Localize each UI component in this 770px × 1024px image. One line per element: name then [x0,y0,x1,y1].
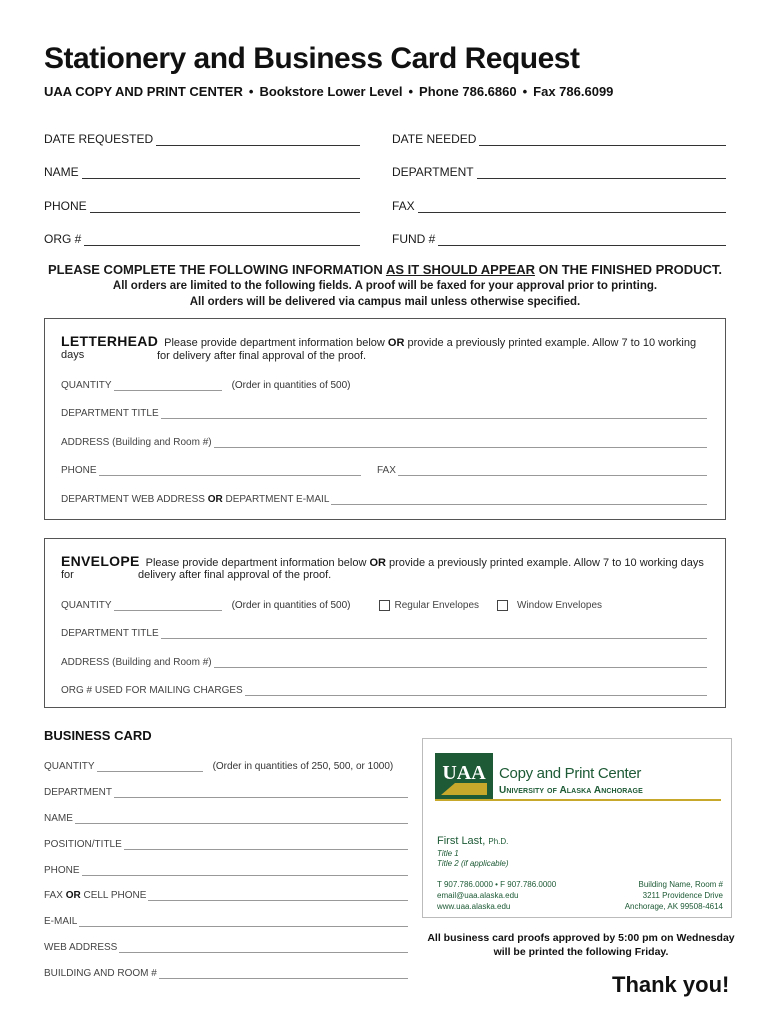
fax-input[interactable] [418,200,726,213]
address-label: ADDRESS (Building and Room #) [61,437,212,448]
card-address-line: Anchorage, AK 99508-4614 [624,902,723,911]
envelope-heading: ENVELOPE [61,553,140,569]
card-email: email@uaa.alaska.edu [437,891,519,900]
quantity-label: QUANTITY [61,380,112,391]
gold-rule [435,799,721,801]
bc-email-input[interactable] [79,916,408,927]
letterhead-address-input[interactable] [214,437,707,448]
phone-label: PHONE [44,199,87,213]
letterhead-dept-title-input[interactable] [161,408,707,419]
bc-position-row [44,834,408,850]
envelope-dept-title-input[interactable] [161,628,707,639]
envelope-address-row [61,652,707,668]
org-mailing-label: ORG # USED FOR MAILING CHARGES [61,685,243,696]
envelope-desc-line2: delivery after final approval of the proof. [138,569,332,581]
separator-dot: • [408,84,414,99]
fund-input[interactable] [438,233,726,246]
fax-field [392,193,726,213]
card-title-2: Title 2 (if applicable) [437,859,509,868]
bc-web-row [44,937,408,953]
card-phone-fax: T 907.786.0000 • F 907.786.0000 [437,880,557,889]
approval-note-line2: will be printed the following Friday. [493,946,669,958]
notice-text: ON THE FINISHED PRODUCT. [534,262,723,277]
letterhead-desc-line2: for delivery after final approval of the proof. [157,350,367,362]
envelope-section [44,538,726,708]
or-text: OR [65,890,81,901]
letterhead-phone-row [61,460,361,476]
request-row-org [44,226,726,246]
notice-delivery: All orders will be delivered via campus mail unless otherwise specified. [189,296,581,308]
university-name: University of Alaska Anchorage [499,785,643,796]
letterhead-fax-input[interactable] [398,465,707,476]
date-requested-field [44,126,360,146]
bc-quantity-input[interactable] [97,761,203,772]
request-row-name [44,159,726,179]
fund-label: FUND # [392,232,436,246]
or-text: OR [207,494,223,505]
web-label-text: DEPARTMENT E-MAIL [222,494,330,505]
approval-note-line1: All business card proofs approved by 5:00 pm on Wednesday [427,932,735,944]
name-label: NAME [44,165,79,179]
web-label: WEB ADDRESS [44,942,118,953]
location: Bookstore Lower Level [259,84,403,99]
envelope-desc: Please provide department information below [145,557,370,569]
web-label [61,494,329,505]
envelope-desc: provide a previously printed example. Allow 7 to 10 working days for [61,557,704,581]
window-envelopes-checkbox[interactable] [497,600,602,611]
building-label: BUILDING AND ROOM # [44,968,157,979]
letterhead-quantity-input[interactable] [114,380,222,391]
bc-quantity-row [44,756,404,772]
date-needed-label: DATE NEEDED [392,132,477,146]
fax-label-text: FAX [44,890,66,901]
regular-envelopes-checkbox[interactable] [379,600,480,611]
department-label: DEPARTMENT [44,787,112,798]
date-requested-input[interactable] [156,133,360,146]
bc-phone-row [44,860,408,876]
card-title-1: Title 1 [437,849,459,858]
quantity-note: (Order in quantities of 500) [231,380,351,391]
logo-text: UAA [442,762,486,784]
checkbox-box[interactable] [497,600,508,611]
date-needed-field [392,126,726,146]
email-label: E-MAIL [44,916,78,927]
card-contact [437,879,556,912]
brand-name: Copy and Print Center [499,765,642,782]
uaa-logo-icon [435,753,493,799]
envelope-dept-title-row [61,623,707,639]
envelope-address-input[interactable] [214,657,707,668]
position-label: POSITION/TITLE [44,839,122,850]
card-address-line: 3211 Providence Drive [642,891,723,900]
name-field [44,159,360,179]
notice-emphasis: AS IT SHOULD APPEAR [385,262,535,277]
quantity-label: QUANTITY [61,600,112,611]
letterhead-web-input[interactable] [331,494,707,505]
name-label: NAME [44,813,73,824]
phone-label: PHONE [61,465,97,476]
quantity-label: QUANTITY [44,761,95,772]
date-requested-label: DATE REQUESTED [44,132,154,146]
bc-building-input[interactable] [159,968,408,979]
card-degree: Ph.D. [488,837,509,846]
bc-web-input[interactable] [119,942,408,953]
request-row-dates [44,126,726,146]
bc-department-row [44,782,408,798]
card-address [625,879,723,912]
or-text: OR [387,337,405,349]
phone-number: Phone 786.6860 [419,84,517,99]
letterhead-section [44,318,726,520]
card-web: www.uaa.alaska.edu [437,902,511,911]
request-row-phone [44,193,726,213]
quantity-note: (Order in quantities of 250, 500, or 1000) [212,761,394,772]
form-subtitle [44,84,613,99]
bc-building-row [44,963,408,979]
bc-fax-input[interactable] [148,890,408,901]
envelope-org-input[interactable] [245,685,707,696]
card-address-line: Building Name, Room # [638,880,723,889]
business-card-heading: BUSINESS CARD [44,728,152,743]
org-input[interactable] [84,233,360,246]
form-title: Stationery and Business Card Request [44,42,580,75]
notice-text: PLEASE COMPLETE THE FOLLOWING INFORMATION [47,262,386,277]
sample-business-card [422,738,732,918]
separator-dot: • [522,84,528,99]
letterhead-heading: LETTERHEAD [61,333,159,349]
or-text: OR [369,557,386,569]
envelope-quantity-input[interactable] [114,600,222,611]
letterhead-address-row [61,432,707,448]
checkbox-box[interactable] [379,600,390,611]
org-label: ORG # [44,232,82,246]
card-name-text: First Last, [437,835,486,847]
fax-cell-label [44,890,146,901]
dept-title-label: DEPARTMENT TITLE [61,408,159,419]
fax-label-text: CELL PHONE [80,890,147,901]
web-label-text: DEPARTMENT WEB ADDRESS [61,494,208,505]
phone-input[interactable] [90,200,360,213]
card-person-name [437,835,508,847]
fund-field [392,226,726,246]
fax-label: FAX [392,199,415,213]
letterhead-quantity-row [61,375,361,391]
fax-number: Fax 786.6099 [533,84,614,99]
fax-label: FAX [377,465,396,476]
department-field [392,159,726,179]
letterhead-desc: Please provide department information below [164,337,388,349]
department-label: DEPARTMENT [392,165,474,179]
letterhead-desc: provide a previously printed example. Allow 7 to 10 working days [61,337,697,361]
notice-limits: All orders are limited to the following fields. A proof will be faxed for your approval prior to printing. [112,280,658,292]
envelope-quantity-row [61,595,721,611]
bc-phone-input[interactable] [82,865,408,876]
dept-title-label: DEPARTMENT TITLE [61,628,159,639]
phone-label: PHONE [44,865,80,876]
bc-email-row [44,911,408,927]
org-field [44,226,360,246]
org-name: UAA COPY AND PRINT CENTER [44,84,243,99]
department-input[interactable] [477,166,726,179]
envelope-org-row [61,680,707,696]
bc-fax-row [44,885,408,901]
letterhead-fax-row [377,460,707,476]
letterhead-dept-title-row [61,403,707,419]
phone-field [44,193,360,213]
bc-name-row [44,808,408,824]
letterhead-phone-input[interactable] [99,465,361,476]
separator-dot: • [248,84,254,99]
thank-you: Thank you! [612,972,730,997]
date-needed-input[interactable] [479,133,726,146]
bc-name-input[interactable] [75,813,408,824]
address-label: ADDRESS (Building and Room #) [61,657,212,668]
window-envelopes-label: Window Envelopes [517,600,603,611]
letterhead-web-row [61,489,707,505]
name-input[interactable] [82,166,360,179]
regular-envelopes-label: Regular Envelopes [394,600,480,611]
bc-position-input[interactable] [124,839,408,850]
bc-department-input[interactable] [114,787,408,798]
notice-heading [0,262,770,277]
quantity-note: (Order in quantities of 500) [231,600,351,611]
